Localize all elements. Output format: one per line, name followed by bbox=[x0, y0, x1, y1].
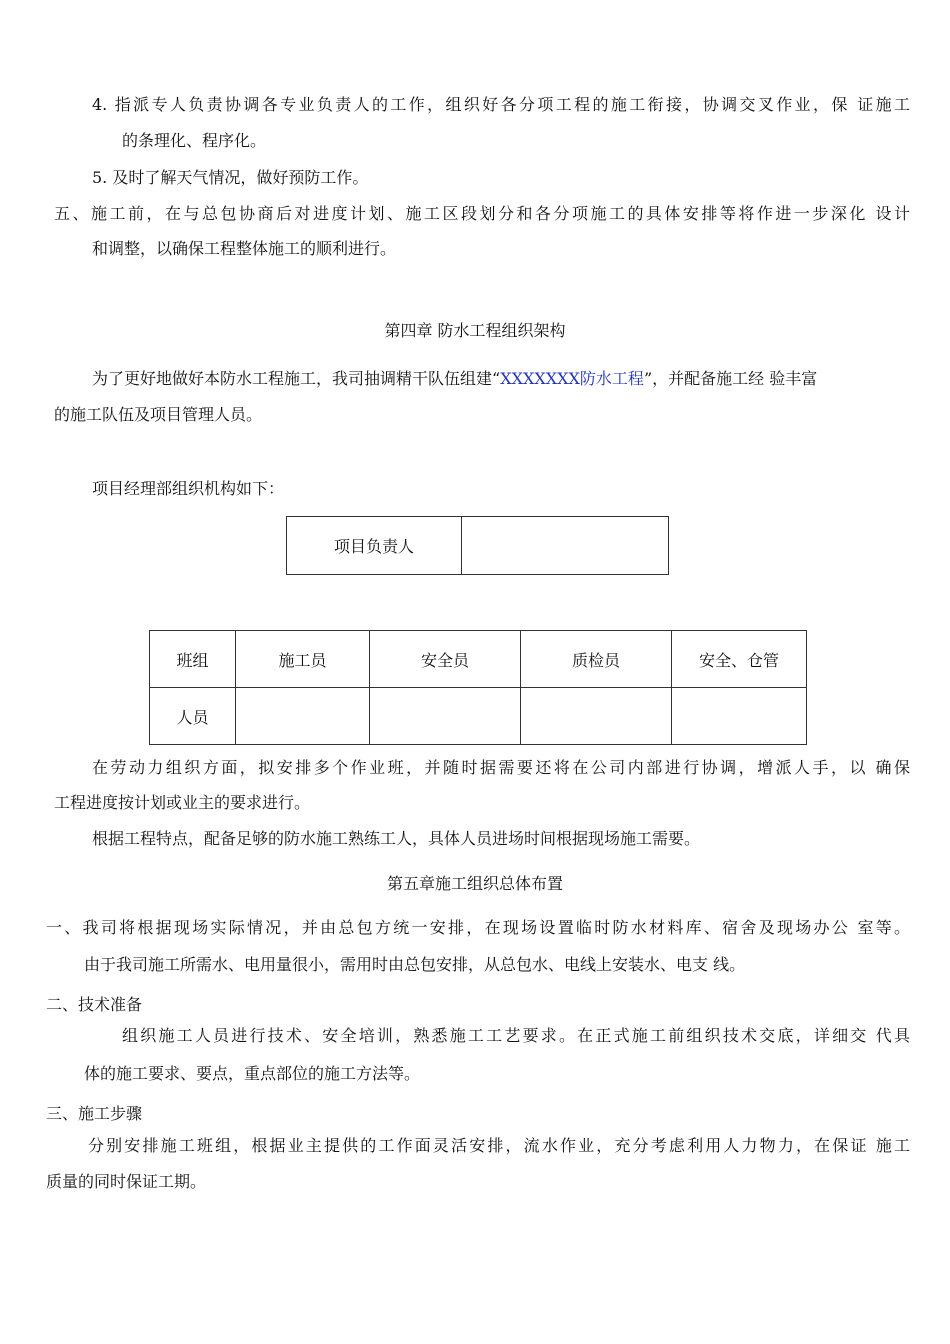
intro-text-after: ”，并配备施工经 验丰富 bbox=[643, 369, 818, 388]
labor-paragraph-line-2: 工程进度按计划或业主的要求进行。 bbox=[54, 793, 311, 812]
team-table-cell bbox=[236, 688, 370, 745]
section-1-line-2: 由于我司施工所需水、电用量很小，需用时由总包安排，从总包水、电线上安装水、电支 线。 bbox=[84, 955, 746, 974]
chapter-4-intro-line-1 bbox=[92, 369, 817, 389]
labor-paragraph-line-1: 在劳动力组织方面，拟安排多个作业班，并随时据需要还将在公司内部进行协调，增派人手，以 确保 bbox=[92, 758, 910, 777]
team-table-header-cell: 安全员 bbox=[370, 631, 521, 688]
chapter-5-title: 第五章施工组织总体布置 bbox=[386, 874, 563, 893]
team-table-cell bbox=[521, 688, 672, 745]
item-five-line-2: 和调整，以确保工程整体施工的顺利进行。 bbox=[92, 239, 397, 258]
project-manager-value bbox=[462, 517, 669, 575]
section-3-title: 三、施工步骤 bbox=[46, 1104, 143, 1123]
team-table-header-cell: 安全、仓管 bbox=[672, 631, 807, 688]
project-manager-table bbox=[286, 516, 669, 575]
section-3-line-1: 分别安排施工班组，根据业主提供的工作面灵活安排，流水作业，充分考虑利用人力物力，在保证 施工 bbox=[88, 1136, 910, 1155]
team-table-row bbox=[150, 688, 807, 745]
team-table-header-row bbox=[150, 631, 807, 688]
project-manager-label: 项目负责人 bbox=[287, 517, 462, 575]
chapter-4-intro-line-2: 的施工队伍及项目管理人员。 bbox=[54, 405, 263, 424]
workers-paragraph: 根据工程特点，配备足够的防水施工熟练工人，具体人员进场时间根据现场施工需要。 bbox=[92, 829, 701, 848]
item-five-line-1: 五、施工前，在与总包协商后对进度计划、施工区段划分和各分项施工的具体安排等将作进一步深化 设计 bbox=[54, 204, 910, 223]
team-table-header-cell: 班组 bbox=[150, 631, 236, 688]
org-structure-intro: 项目经理部组织机构如下： bbox=[92, 479, 285, 498]
section-1-line-1: 一、我司将根据现场实际情况，并由总包方统一安排，在现场设置临时防水材料库、宿舍及现场办公 室等。 bbox=[46, 918, 910, 937]
project-name-highlight: XXXXXXX防水工程 bbox=[500, 369, 644, 388]
section-2-line-1: 组织施工人员进行技术、安全培训，熟悉施工工艺要求。在正式施工前组织技术交底，详细交 代具 bbox=[122, 1026, 910, 1045]
team-table-cell bbox=[672, 688, 807, 745]
item-4-line-2: 的条理化、程序化。 bbox=[122, 131, 267, 150]
intro-text-before: 为了更好地做好本防水工程施工，我司抽调精干队伍组建“ bbox=[92, 369, 501, 388]
item-4-line-1: 4. 指派专人负责协调各专业负责人的工作，组织好各分项工程的施工衔接，协调交叉作业，保 证施工 bbox=[92, 95, 910, 114]
team-table-cell: 人员 bbox=[150, 688, 236, 745]
team-table-cell bbox=[370, 688, 521, 745]
item-5: 5. 及时了解天气情况，做好预防工作。 bbox=[92, 168, 369, 187]
team-table-header-cell: 施工员 bbox=[236, 631, 370, 688]
chapter-4-title: 第四章 防水工程组织架构 bbox=[384, 321, 566, 340]
section-3-line-2: 质量的同时保证工期。 bbox=[46, 1172, 207, 1191]
team-table-header-cell: 质检员 bbox=[521, 631, 672, 688]
section-2-title: 二、技术准备 bbox=[46, 995, 143, 1014]
section-2-line-2: 体的施工要求、要点，重点部位的施工方法等。 bbox=[84, 1064, 421, 1083]
team-table bbox=[149, 630, 807, 745]
